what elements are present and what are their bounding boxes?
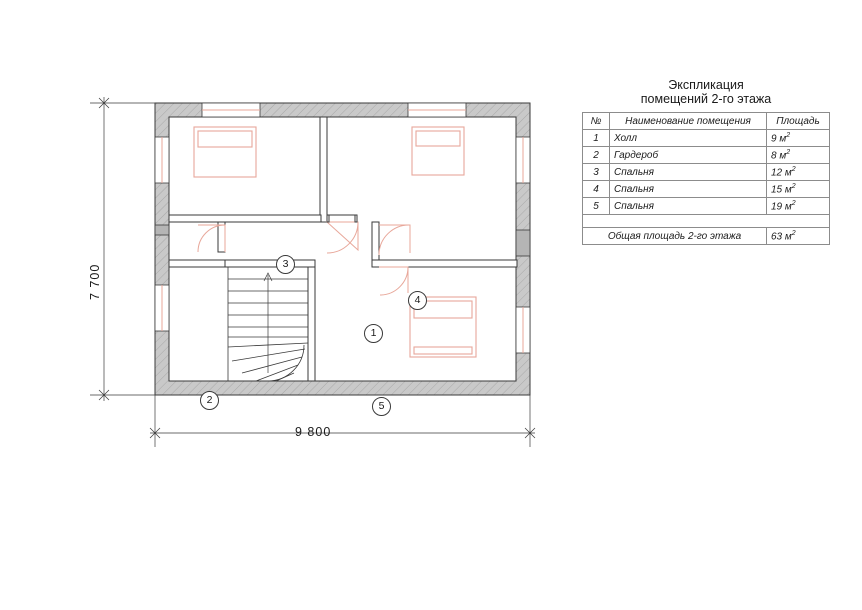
cell-area xyxy=(767,147,830,164)
dimension-vertical-label: 7 700 xyxy=(88,263,102,300)
column-header-number: № xyxy=(583,113,610,130)
cell-number: 4 xyxy=(583,181,610,198)
cell-area-value: 8 м xyxy=(771,150,787,162)
table-row xyxy=(583,130,830,147)
cell-name: Спальня xyxy=(610,164,767,181)
cell-number: 1 xyxy=(583,130,610,147)
column-header-area: Площадь xyxy=(767,113,830,130)
table-row xyxy=(583,147,830,164)
total-area-value: 63 м xyxy=(771,231,792,243)
windows xyxy=(155,103,530,353)
legend-title-line2: помещений 2-го этажа xyxy=(640,92,772,106)
room-number-5: 5 xyxy=(372,397,391,416)
legend-title xyxy=(582,78,830,106)
column-header-name: Наименование помещения xyxy=(610,113,767,130)
cell-area xyxy=(767,181,830,198)
total-area xyxy=(767,228,830,245)
floor-plan xyxy=(90,85,540,450)
legend-block xyxy=(582,78,830,245)
total-label: Общая площадь 2-го этажа xyxy=(583,228,767,245)
cell-area-unit: 2 xyxy=(786,131,791,139)
cell-area-unit: 2 xyxy=(791,199,796,207)
cell-number: 5 xyxy=(583,198,610,215)
cell-name: Гардероб xyxy=(610,147,767,164)
room-schedule-table xyxy=(582,112,830,245)
table-header-row xyxy=(583,113,830,130)
furniture-beds xyxy=(194,127,476,357)
cell-area-unit: 2 xyxy=(791,165,796,173)
cell-area-value: 15 м xyxy=(771,184,792,196)
table-spacer-row xyxy=(583,215,830,228)
cell-number: 2 xyxy=(583,147,610,164)
room-number-3: 3 xyxy=(276,255,295,274)
table-row xyxy=(583,164,830,181)
legend-title-line1: Экспликация xyxy=(668,78,744,92)
cell-name: Холл xyxy=(610,130,767,147)
cell-name: Спальня xyxy=(610,181,767,198)
cell-area-value: 12 м xyxy=(771,167,792,179)
table-total-row xyxy=(583,228,830,245)
cell-area-unit: 2 xyxy=(786,148,791,156)
cell-area xyxy=(767,130,830,147)
table-row xyxy=(583,198,830,215)
room-number-2: 2 xyxy=(200,391,219,410)
cell-area xyxy=(767,164,830,181)
cell-area-value: 19 м xyxy=(771,201,792,213)
cell-area-unit: 2 xyxy=(791,182,796,190)
dimension-horizontal-label: 9 800 xyxy=(295,425,332,439)
room-number-1: 1 xyxy=(364,324,383,343)
cell-area-value: 9 м xyxy=(771,133,787,145)
spacer-cell xyxy=(583,215,830,228)
cell-number: 3 xyxy=(583,164,610,181)
table-row xyxy=(583,181,830,198)
cell-area xyxy=(767,198,830,215)
total-area-unit: 2 xyxy=(791,229,796,237)
cell-name: Спальня xyxy=(610,198,767,215)
floor-plan-svg xyxy=(90,85,540,450)
staircase xyxy=(228,267,308,381)
room-number-4: 4 xyxy=(408,291,427,310)
